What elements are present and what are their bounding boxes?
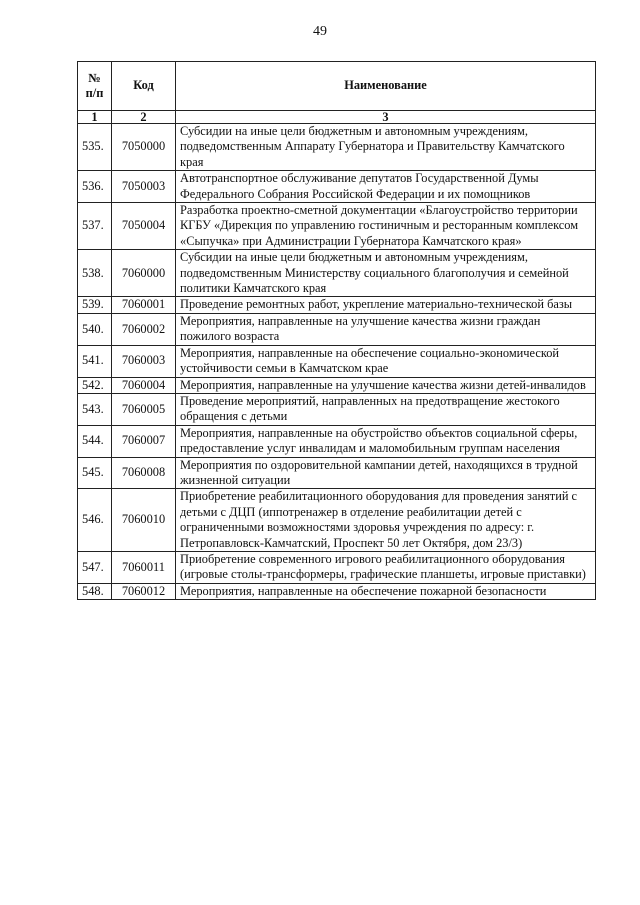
- table-row: [78, 171, 596, 203]
- row-number: 548.: [78, 583, 112, 599]
- row-number: 547.: [78, 551, 112, 583]
- row-name: Мероприятия, направленные на обеспечение пожарной безопасности: [176, 583, 596, 599]
- row-name: Приобретение современного игрового реабилитационного оборудования (игровые столы-трансформеры, графические планшеты, игровые приставки): [176, 551, 596, 583]
- row-name: Субсидии на иные цели бюджетным и автономным учреждениям, подведомственным Министерству социального благополучия и семейной политики Камчатского края: [176, 250, 596, 297]
- table-row: [78, 250, 596, 297]
- table-row: [78, 425, 596, 457]
- table-row: [78, 583, 596, 599]
- row-number: 543.: [78, 393, 112, 425]
- row-number: 545.: [78, 457, 112, 489]
- table-row: [78, 489, 596, 552]
- row-number: 544.: [78, 425, 112, 457]
- row-name: Мероприятия по оздоровительной кампании детей, находящихся в трудной жизненной ситуации: [176, 457, 596, 489]
- row-code: 7060002: [112, 313, 176, 345]
- header-number: № п/п: [78, 62, 112, 111]
- row-name: Мероприятия, направленные на обустройство объектов социальной сферы, предоставление услуг инвалидам и маломобильным группам населения: [176, 425, 596, 457]
- row-code: 7060003: [112, 345, 176, 377]
- row-number: 535.: [78, 124, 112, 171]
- table-row: [78, 124, 596, 171]
- column-number-2: 2: [112, 111, 176, 124]
- table-body: [78, 124, 596, 600]
- table-row: [78, 203, 596, 250]
- table-row: [78, 297, 596, 313]
- row-code: 7050000: [112, 124, 176, 171]
- column-number-1: 1: [78, 111, 112, 124]
- budget-classification-table: [77, 61, 596, 600]
- row-number: 540.: [78, 313, 112, 345]
- row-code: 7060000: [112, 250, 176, 297]
- column-number-row: [78, 111, 596, 124]
- row-number: 537.: [78, 203, 112, 250]
- table-row: [78, 551, 596, 583]
- row-name: Разработка проектно-сметной документации «Благоустройство территории КГБУ «Дирекция по управлению гостиничным и ресторанным комплексом «Сыпучка» при Администрации Губернатора Камчатского края»: [176, 203, 596, 250]
- row-number: 538.: [78, 250, 112, 297]
- row-number: 546.: [78, 489, 112, 552]
- row-code: 7060005: [112, 393, 176, 425]
- table-row: [78, 345, 596, 377]
- table-row: [78, 393, 596, 425]
- row-code: 7060011: [112, 551, 176, 583]
- row-number: 542.: [78, 377, 112, 393]
- row-code: 7060012: [112, 583, 176, 599]
- row-name: Автотранспортное обслуживание депутатов Государственной Думы Федерального Собрания Российской Федерации и их помощников: [176, 171, 596, 203]
- column-number-3: 3: [176, 111, 596, 124]
- row-code: 7060010: [112, 489, 176, 552]
- row-number: 541.: [78, 345, 112, 377]
- row-number: 536.: [78, 171, 112, 203]
- row-code: 7050003: [112, 171, 176, 203]
- row-code: 7060004: [112, 377, 176, 393]
- row-name: Приобретение реабилитационного оборудования для проведения занятий с детьми с ДЦП (иппотренажер в отделение реабилитации детей с ограниченными возможностями здоровья учреждения по адресу: г. Петропавловск-Камчатский, Проспект 50 лет Октября, дом 23/3): [176, 489, 596, 552]
- header-code: Код: [112, 62, 176, 111]
- table-row: [78, 313, 596, 345]
- row-code: 7060007: [112, 425, 176, 457]
- row-name: Проведение мероприятий, направленных на предотвращение жестокого обращения с детьми: [176, 393, 596, 425]
- row-name: Мероприятия, направленные на улучшение качества жизни граждан пожилого возраста: [176, 313, 596, 345]
- table-row: [78, 457, 596, 489]
- row-name: Проведение ремонтных работ, укрепление материально-технической базы: [176, 297, 596, 313]
- row-code: 7050004: [112, 203, 176, 250]
- row-code: 7060008: [112, 457, 176, 489]
- table-header-row: [78, 62, 596, 111]
- row-number: 539.: [78, 297, 112, 313]
- row-code: 7060001: [112, 297, 176, 313]
- row-name: Мероприятия, направленные на обеспечение социально-экономической устойчивости семьи в Камчатском крае: [176, 345, 596, 377]
- row-name: Мероприятия, направленные на улучшение качества жизни детей-инвалидов: [176, 377, 596, 393]
- header-name: Наименование: [176, 62, 596, 111]
- page-number: 49: [313, 24, 327, 39]
- table-row: [78, 377, 596, 393]
- row-name: Субсидии на иные цели бюджетным и автономным учреждениям, подведомственным Аппарату Губернатора и Правительству Камчатского края: [176, 124, 596, 171]
